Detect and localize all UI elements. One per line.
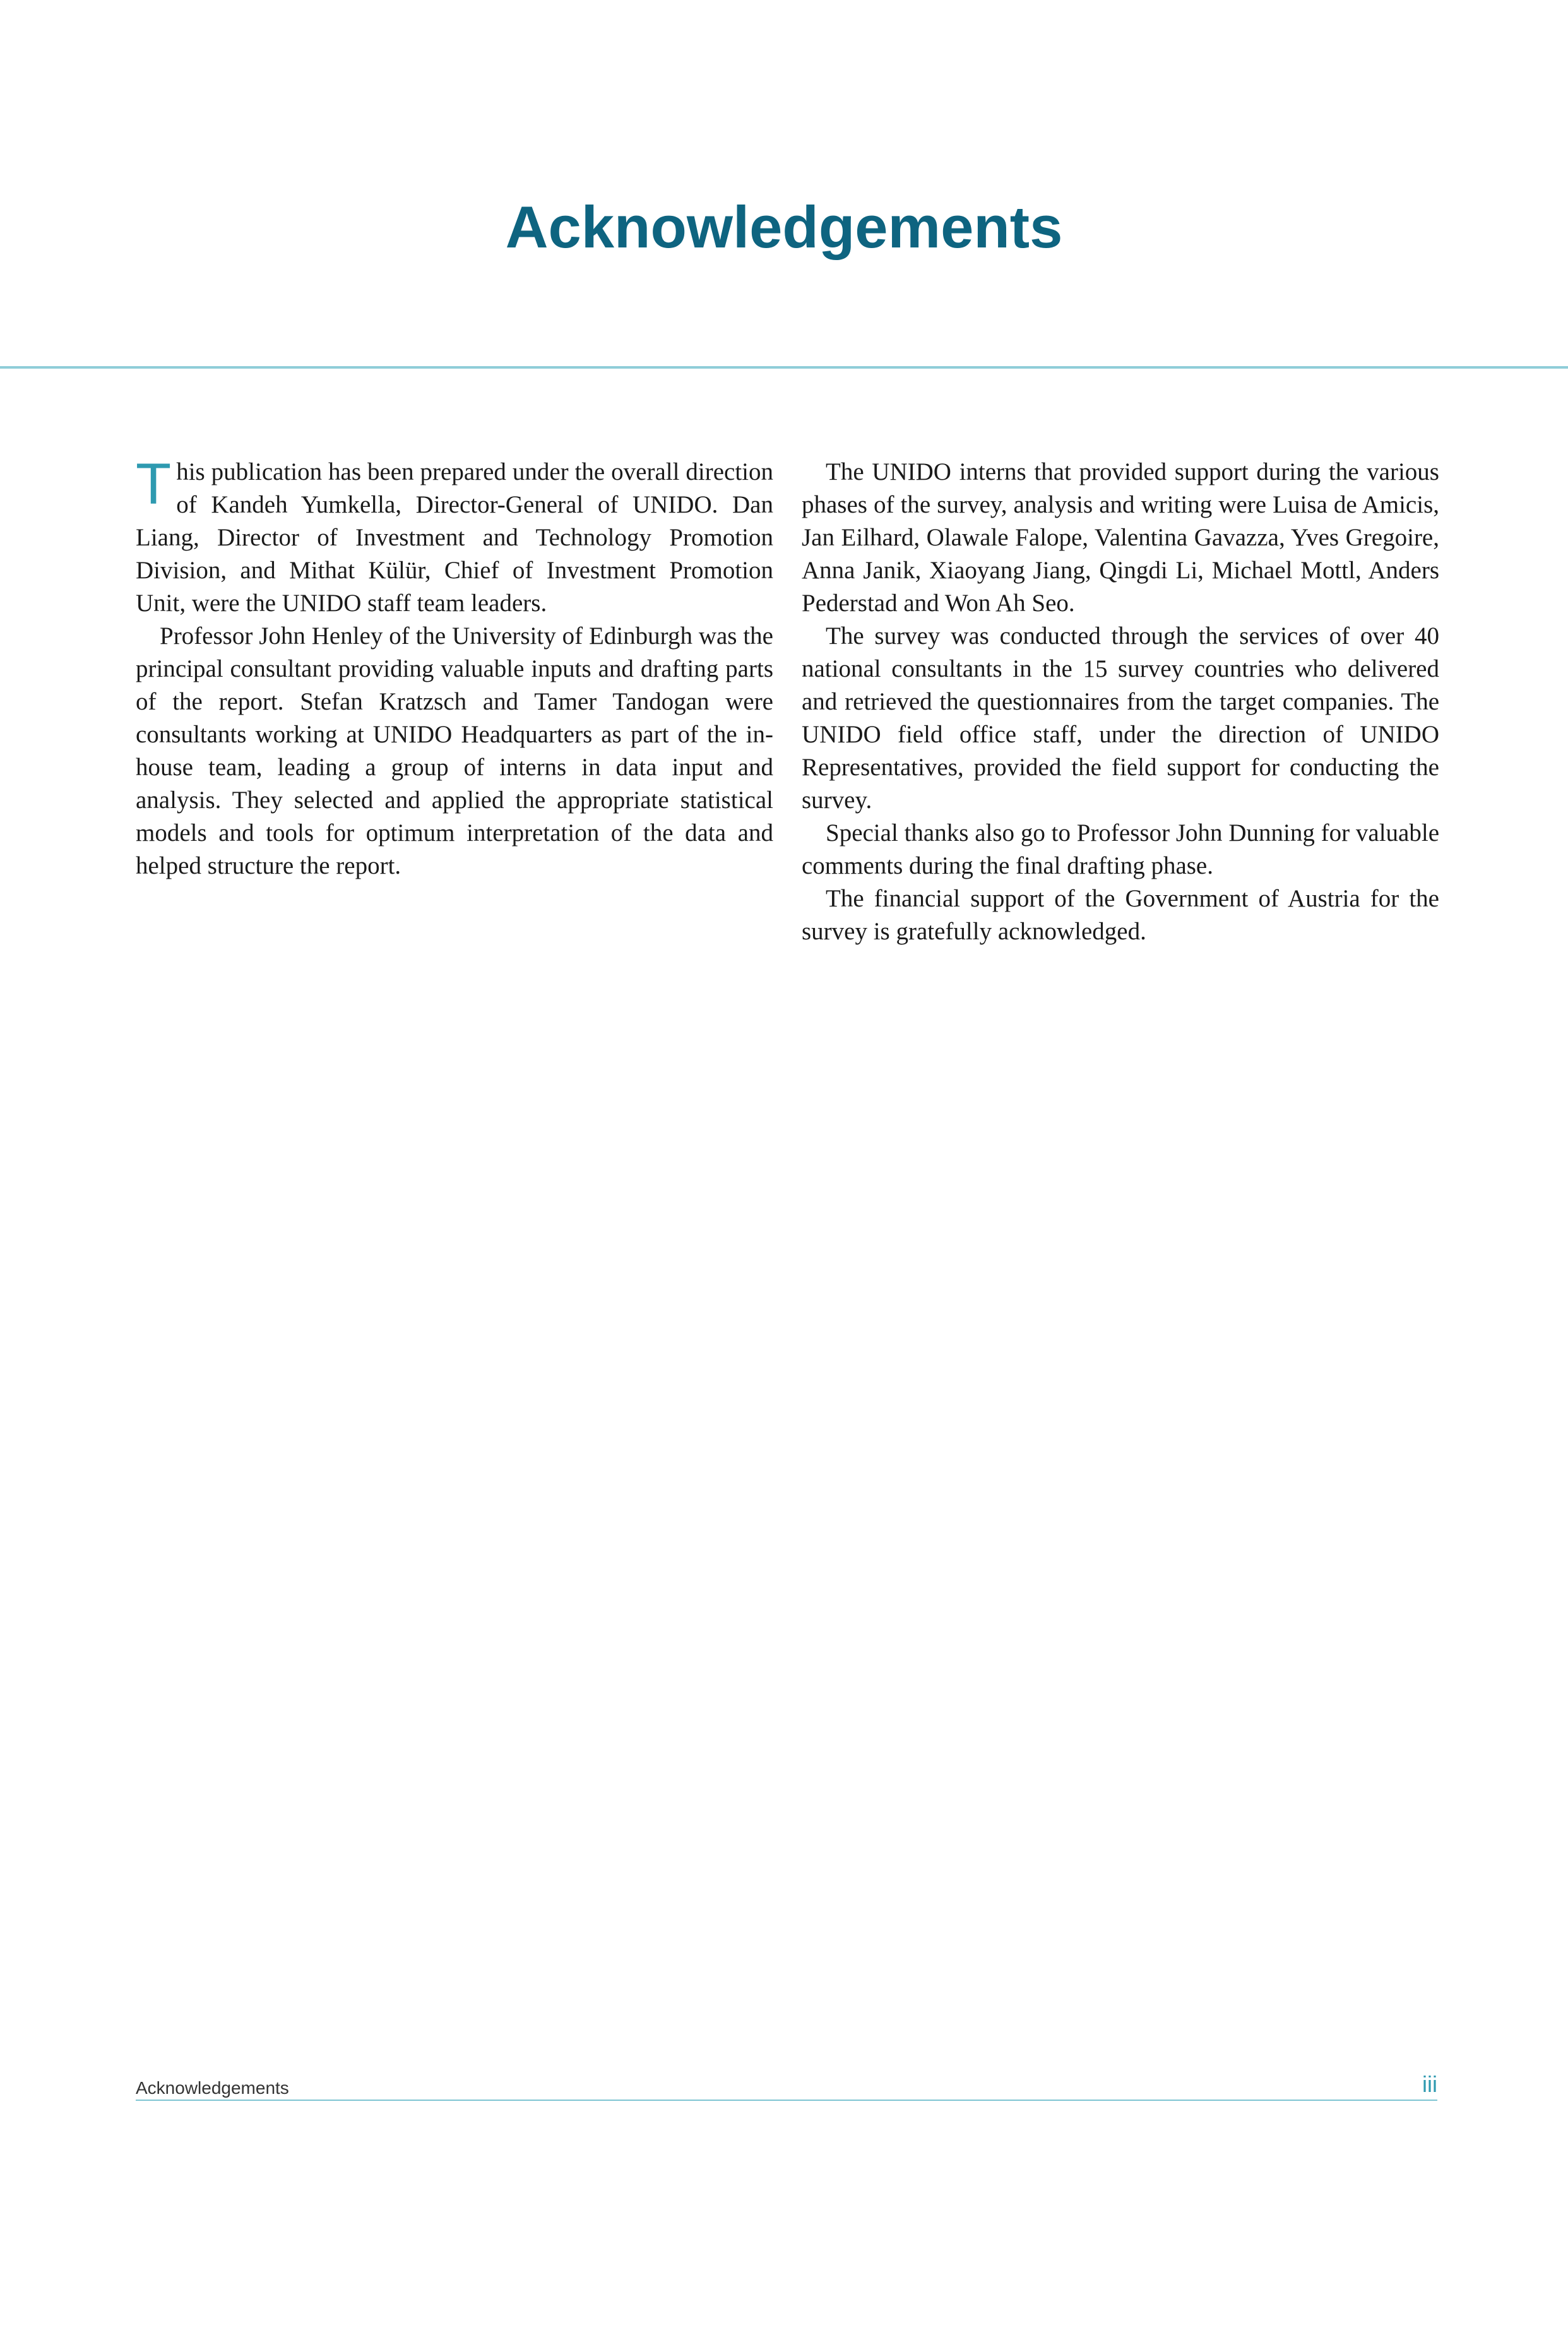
- paragraph: The financial support of the Government of Austria for the survey is gratefully acknowledged.: [802, 885, 1439, 945]
- paragraph: Professor John Henley of the University of Edinburgh was the principal consultant providing valuable inputs and drafting parts of the report. Stefan Kratzsch and Tamer Tandogan were consultants working at UNIDO Headquarters as part of the in-house team, leading a group of interns in data input and analysis. They selected and applied the appropriate statistical models and tools for optimum interpretation of the data and helped structure the report.: [136, 622, 773, 879]
- paragraph-text: his publication has been prepared under the overall direction of Kandeh Yumkella, Director-General of UNIDO. Dan Liang, Director of Investment and Technology Promotion Division, and Mithat Külür, Chief of Investment Promotion Unit, were the UNIDO staff team leaders.: [136, 458, 773, 617]
- drop-cap: T: [136, 452, 172, 516]
- page-number: iii: [1422, 2071, 1437, 2097]
- footer-section-label: Acknowledgements: [136, 2078, 289, 2098]
- page-title: Acknowledgements: [505, 194, 1063, 260]
- right-column: [802, 456, 1439, 948]
- left-column: [136, 452, 773, 948]
- footer-divider: [136, 2100, 1437, 2101]
- paragraph: The survey was conducted through the services of over 40 national consultants in the 15 survey countries who delivered and retrieved the questionnaires from the target companies. The UNIDO field office staff, under the direction of UNIDO Representatives, provided the field support for conducting the survey.: [802, 622, 1439, 814]
- paragraph: The UNIDO interns that provided support during the various phases of the survey, analysis and writing were Luisa de Amicis, Jan Eilhard, Olawale Falope, Valentina Gavazza, Yves Gregoire, Anna Janik, Xiaoyang Jiang, Qingdi Li, Michael Mottl, Anders Pederstad and Won Ah Seo.: [802, 458, 1439, 617]
- body-columns: [136, 452, 1439, 948]
- header-divider: [0, 366, 1568, 369]
- paragraph: Special thanks also go to Professor John Dunning for valuable comments during the final drafting phase.: [802, 819, 1439, 879]
- paragraph: [136, 452, 773, 620]
